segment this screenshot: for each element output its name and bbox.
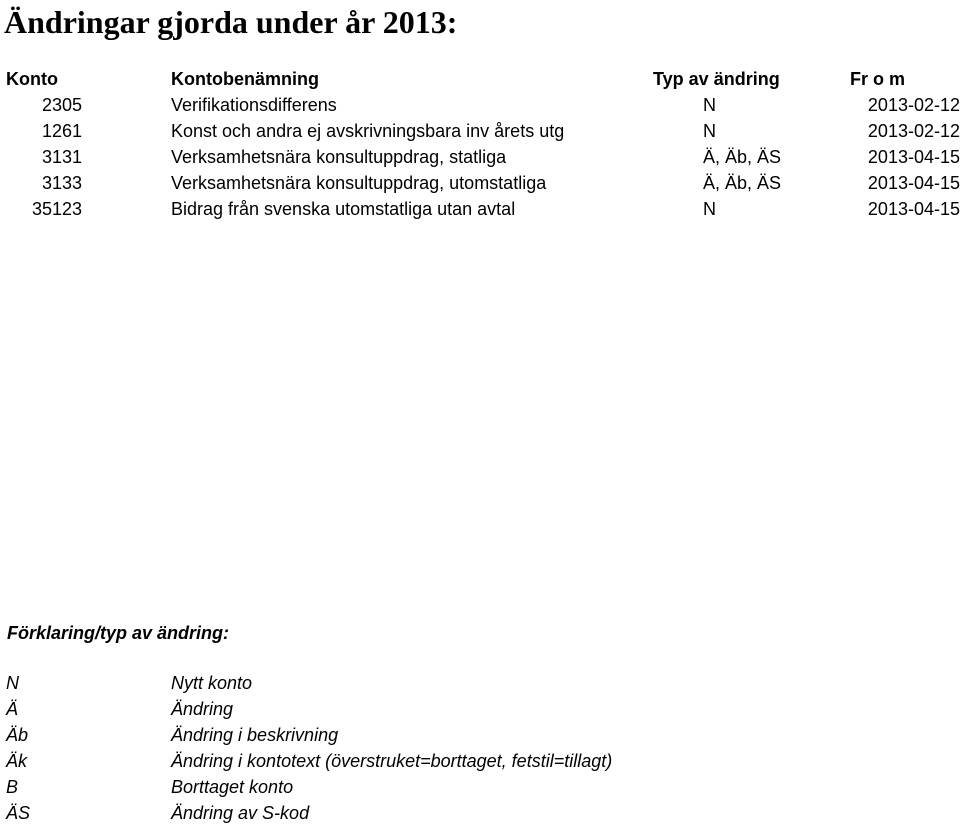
cell-kontobenamning: Bidrag från svenska utomstatliga utan avtal xyxy=(171,199,516,219)
cell-typ-av-andring: N xyxy=(703,121,716,141)
legend-title: Förklaring/typ av ändring: xyxy=(7,623,230,643)
legend-item xyxy=(0,722,960,748)
cell-fr-o-m: 2013-02-12 xyxy=(867,95,960,115)
cell-kontobenamning: Verksamhetsnära konsultuppdrag, utomstatliga xyxy=(171,173,547,193)
column-header-typ-av-andring: Typ av ändring xyxy=(653,69,780,89)
legend-description: Ändring i kontotext (överstruket=borttaget, fetstil=tillagt) xyxy=(171,751,613,771)
cell-konto: 3133 xyxy=(41,173,82,193)
cell-konto: 1261 xyxy=(41,121,82,141)
table-row xyxy=(0,118,960,144)
cell-konto: 3131 xyxy=(41,147,82,167)
table-row xyxy=(0,170,960,196)
cell-fr-o-m: 2013-04-15 xyxy=(867,147,960,167)
legend-code: N xyxy=(6,673,19,693)
table-row xyxy=(0,144,960,170)
legend-item xyxy=(0,748,960,774)
cell-typ-av-andring: Ä, Äb, ÄS xyxy=(703,173,782,193)
legend-description: Ändring xyxy=(171,699,234,719)
legend-code: Äk xyxy=(6,751,28,771)
legend-description: Nytt konto xyxy=(171,673,253,693)
table-row xyxy=(0,92,960,118)
cell-kontobenamning: Verifikationsdifferens xyxy=(171,95,337,115)
page-title: Ändringar gjorda under år 2013: xyxy=(4,4,458,40)
legend-item xyxy=(0,696,960,722)
table-row xyxy=(0,196,960,222)
legend-item xyxy=(0,670,960,696)
cell-kontobenamning: Konst och andra ej avskrivningsbara inv årets utg xyxy=(171,121,565,141)
legend-item xyxy=(0,800,960,826)
table-header-row xyxy=(0,66,960,92)
legend-code: B xyxy=(6,777,19,797)
column-header-fr-o-m: Fr o m xyxy=(850,69,906,89)
cell-typ-av-andring: N xyxy=(703,199,716,219)
cell-kontobenamning: Verksamhetsnära konsultuppdrag, statliga xyxy=(171,147,507,167)
cell-typ-av-andring: N xyxy=(703,95,716,115)
legend-code: ÄS xyxy=(6,803,31,823)
cell-fr-o-m: 2013-04-15 xyxy=(867,173,960,193)
legend-description: Ändring i beskrivning xyxy=(171,725,339,745)
legend-code: Äb xyxy=(6,725,29,745)
legend-code: Ä xyxy=(6,699,19,719)
legend-list xyxy=(0,670,960,826)
changes-table xyxy=(0,66,960,222)
cell-fr-o-m: 2013-04-15 xyxy=(867,199,960,219)
legend-item xyxy=(0,774,960,800)
cell-konto: 2305 xyxy=(41,95,82,115)
cell-konto: 35123 xyxy=(31,199,82,219)
legend-description: Borttaget konto xyxy=(171,777,294,797)
column-header-kontobenamning: Kontobenämning xyxy=(171,69,319,89)
cell-fr-o-m: 2013-02-12 xyxy=(867,121,960,141)
cell-typ-av-andring: Ä, Äb, ÄS xyxy=(703,147,782,167)
column-header-konto: Konto xyxy=(6,69,58,89)
legend-description: Ändring av S-kod xyxy=(171,803,310,823)
